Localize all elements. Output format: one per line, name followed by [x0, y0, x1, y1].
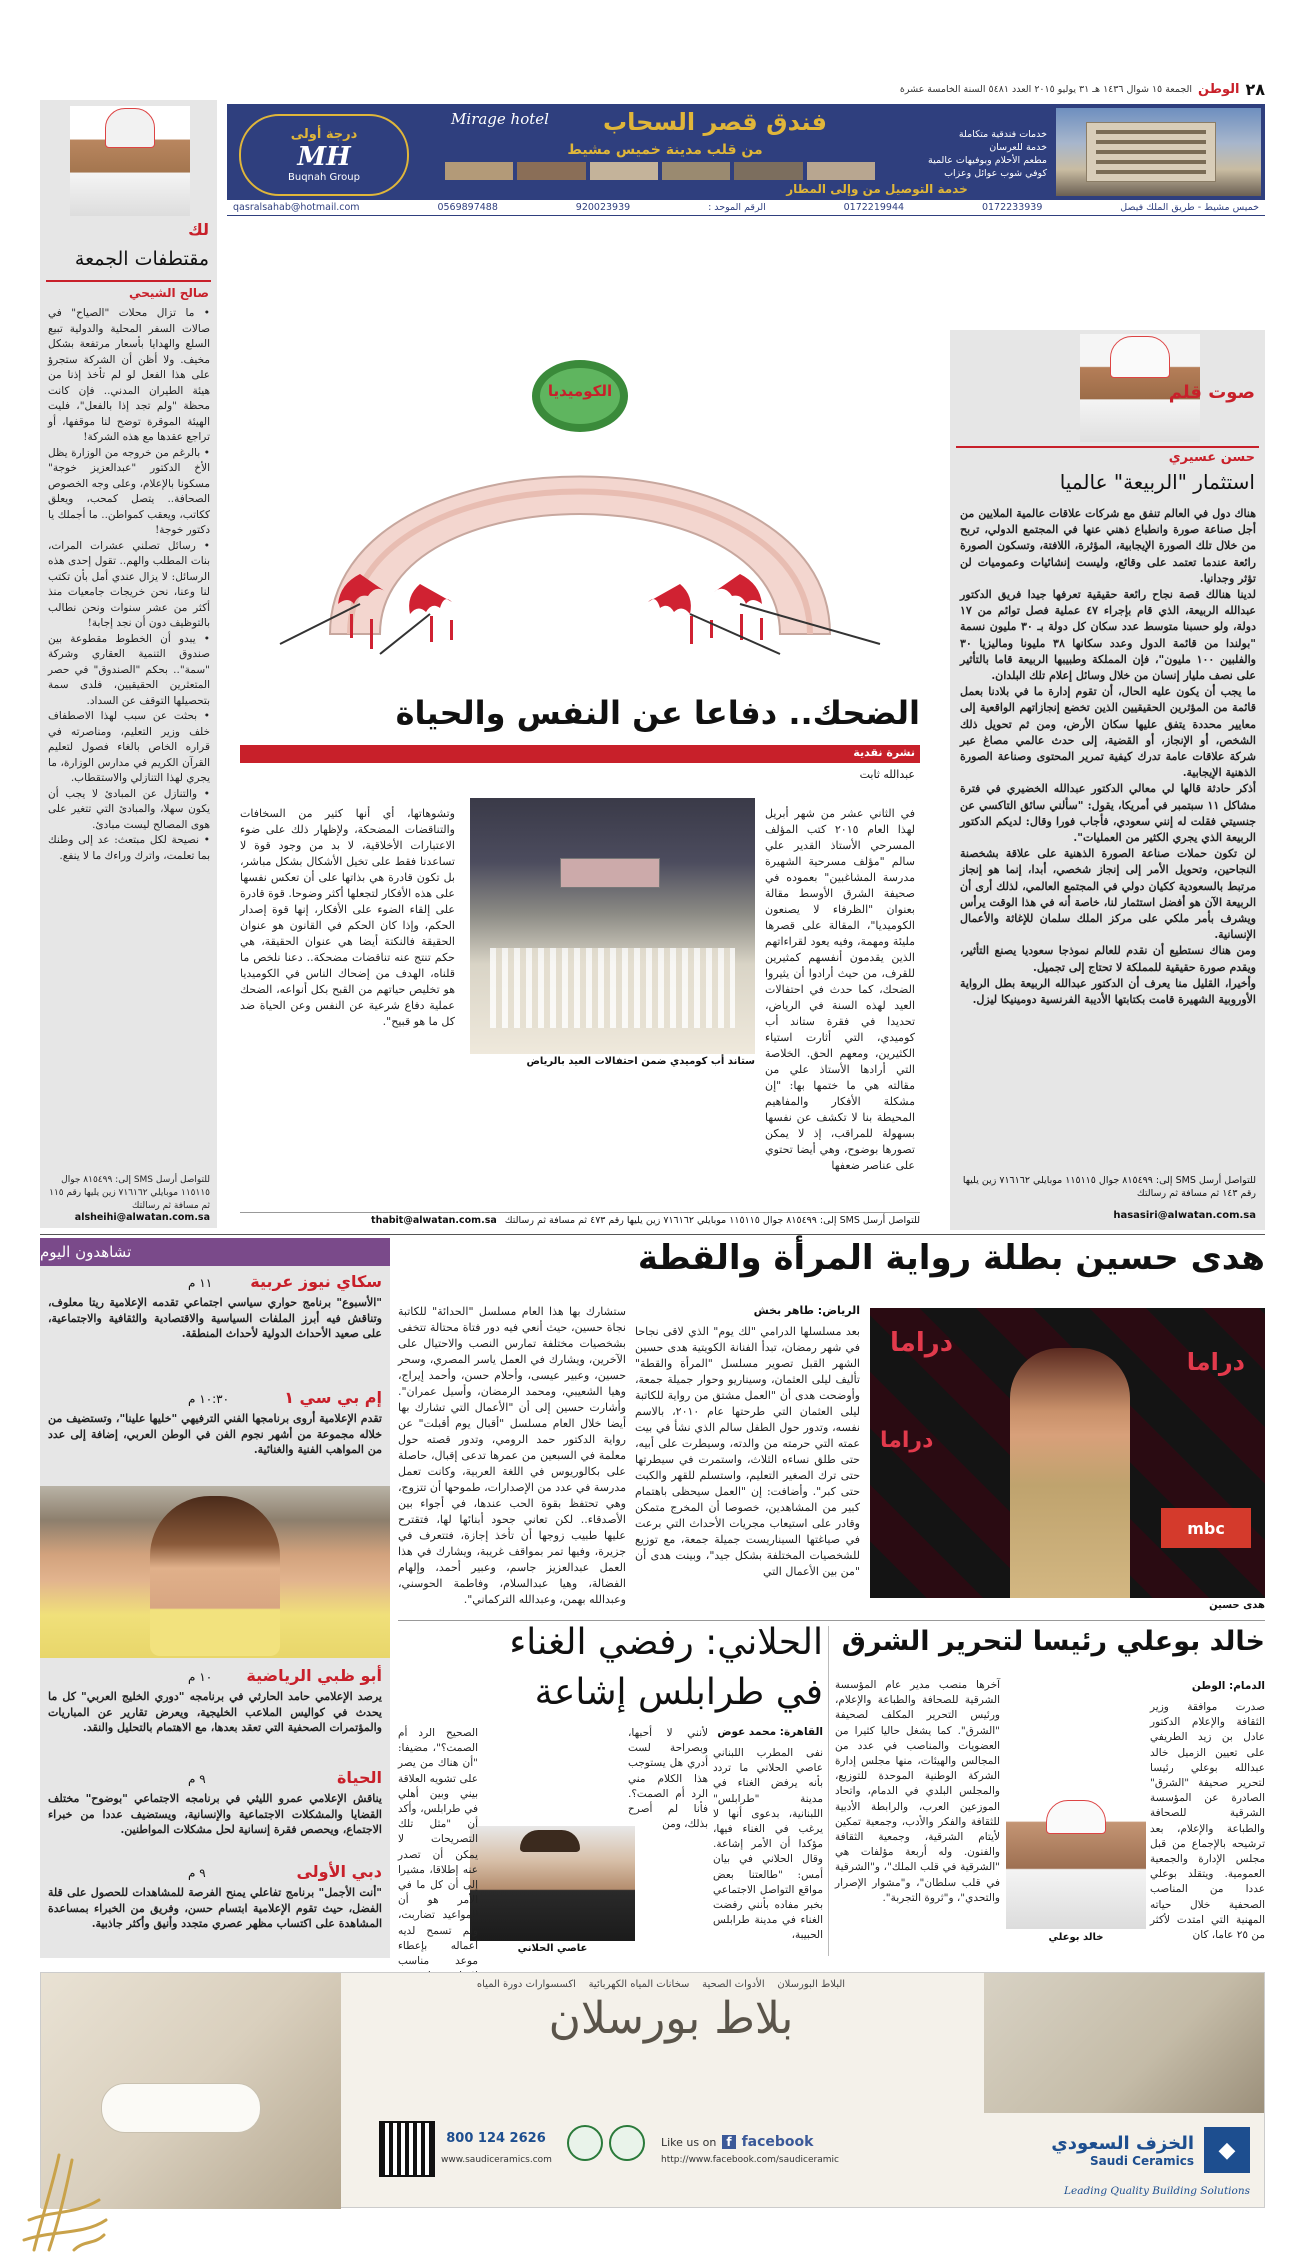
khaled-photo-caption: خالد بوعلي — [1048, 1932, 1104, 1943]
right-paragraph: لدينا هنالك قصة نجاح رائعة حقيقية تعرفها جيدا فريق الدكتور عبدالله الربيعة، الذي قام بإجراء ٤٧ عملية فصل توائم من ١٧ دولة، ولو حسبنا متوسط عدد سكان كل دولة بـ ٣٠ مليون نسمة "بولندا من قائمة الدول وعدد سكانها ٣٨ مليونا وماليزيا ٣٠ والفلبين ١٠٠ مليون"، فإن المملكة وطبيبها الربيعة قاما بالتأثير على نصف مليار إنسان من خلال وسائل إعلام تلك البلدان. — [960, 588, 1256, 683]
right-paragraph: لن تكون حملات صناعة الصورة الذهنية على علاقة بشخصنة النجاحين، وتحويل الأمر إلى إنجاز شخصي، أبدا، إنما هو إنجاز مرتبط بالسعودية ككيان دولي في المجتمع العالمي، لذلك أرى أن الربيعة الآن هو أفضل استثمار لنا، خاصة أنه في هذا الوقت يرأس ويشرف بأمر ملكي على مركز الملك سلمان للإغاثة والأعمال الإنسانية. — [960, 847, 1256, 942]
hotel-logo-mh — [239, 114, 409, 196]
bathroom-photo-2 — [984, 1973, 1264, 2113]
facebook-icon: f — [722, 2135, 735, 2149]
khaled-photo — [1006, 1794, 1146, 1929]
halani-dateline: القاهرة: محمد عوض — [717, 1726, 823, 1738]
hotel-title-en: Mirage hotel — [451, 110, 549, 128]
tv-channel: أبو ظبي الرياضية — [246, 1666, 382, 1685]
khaled-headline: خالد بوعلي رئيسا لتحرير الشرق — [841, 1626, 1265, 1657]
left-paragraph: • رسائل تصلني عشرات المرات، بنات المطلب والهم.. تقول إحدى هذه الرسائل: لا يزال عندي أمل بأن تكتب لنا وعنا، نحن خريجات جامعيات منذ أكثر من عشر سنوات ونحن نطالب بالتوظيف دون أن نجد إجابة! — [48, 539, 210, 629]
bottom-ad[interactable] — [40, 1972, 1265, 2208]
saudi-ceramics-logo — [990, 2123, 1250, 2177]
top-ad-contact-bar — [227, 200, 1265, 216]
masthead-dateline: الجمعة ١٥ شوال ١٤٣٦ هـ ٣١ يوليو ٢٠١٥ العدد ٥٤٨١ السنة الخامسة عشرة — [899, 83, 1193, 95]
left-section-title: مقتطفات الجمعة — [74, 248, 209, 270]
tv-channel: سكاي نيوز عربية — [250, 1272, 382, 1291]
huda-photo-caption: هدى حسين — [1209, 1600, 1265, 1611]
tv-guide — [40, 1238, 390, 1958]
comedy-title: الضحك.. دفاعا عن النفس والحياة — [395, 694, 920, 732]
halani-col3: الصحيح الرد أم الصمت؟"، مضيفا: "أن هناك من يصر على تشويه العلاقة بيني وبين أهلي في طرابلس، وأكد أن "مثل تلك التصريحات لا يمكن أن تصدر عنه إطلاقا، مشيرا إلى أن كل ما في الأمر هو أن المواعيد تضاربت، ولم تسمح لديه أعماله بإعطاء موعد مناسب — [398, 1727, 478, 1968]
khaled-col2: آخرها منصب مدير عام المؤسسة الشرقية للصحافة والطباعة والإعلام، ورئيس التحرير المكلف لصحيفة "الشرق". كما يشغل حاليا كثيرا من العضويات والمناصب في عدد من المجالس والهيئات، منها مجلس إدارة الشركة الوطنية الموحدة للتوزيع، والمجلس البلدي في الدمام، واتحاد الموزعين العرب، والرابطة الأدبية للثقافة والفكر والأدب، وجمعية تمكين لأيتام الشرقية، وجمعية الثقافة والفنون. وله أربعة مؤلفات هي "الشرقية في قلب الملك"، و"الشرقية في قلب سلطان"، و"مشوار الإصرار والتحدي"، و"ثروة التجربة". — [835, 1679, 1000, 1904]
right-contact: للتواصل أرسل SMS إلى: ٨١٥٤٩٩ جوال ١١٥١١٥ موبايلي ٧١٦١٦٢ زين يليها رقم ١٤٣ ثم مسافة ثم رسالتك — [962, 1175, 1256, 1199]
right-paragraph: ما يجب أن يكون عليه الحال، أن تقوم إدارة ما في بلادنا بعمل قائمة من المؤثرين الحقيقيين الذين تخضع إنجازاتهم الواقعية إلى معايير محددة يتفق عليها سكان الأرض، ومن ثم تحويل ذلك الشخص، أو الإنجاز، أو القضية، إلى حدث عالمي مصاغ عبر شركة علاقات عامة تدرك كيفية تمرير المحتوى وصناعة الصورة الذهنية الإيجابية. — [960, 685, 1256, 780]
halani-headline-2: في طرابلس إشاعة — [534, 1672, 823, 1713]
huda-dateline: الرياض: طاهر بخش — [753, 1304, 860, 1317]
left-paragraph: • نصيحة لكل مبتعث: عد إلى وطنك بما تعلمت، واترك وراءك ما لا ينفع. — [48, 834, 210, 862]
feature-item: خدمة للعرسان — [989, 142, 1047, 153]
mbc-logo: mbc — [1161, 1508, 1251, 1548]
right-divider — [956, 446, 1259, 448]
right-paragraph: وأخيرا، القليل منا يعرف أن الدكتور عبدالله الربيعة بطل الرواية الأوروبية الشهيرة قامت بكتابتها الأديبة الفرنسية دومينيكا ليزل. — [960, 976, 1256, 1007]
tv-time: ٩ م — [188, 1866, 206, 1880]
slogan: Leading Quality Building Solutions — [1064, 2185, 1250, 2197]
ad-phone-1[interactable]: 0172233939 — [981, 202, 1043, 213]
facebook-url[interactable]: http://www.facebook.com/saudiceramic — [661, 2155, 839, 2165]
tv-description: يناقش الإعلامي عمرو الليثي في برنامجه الاجتماعي "بوضوح" مختلف القضايا والمشكلات الاجتماعية والإنسانية، ويستضيف عددا من خبراء الاجتماع، ويحصص فقرة إنسانية لحل مشكلات المواطنين. — [48, 1792, 382, 1836]
cartoon-label: الكوميديا — [547, 382, 613, 400]
facebook-block[interactable] — [661, 2131, 881, 2153]
left-paragraph: • بالرغم من خروجه من الوزارة يظل الأخ الدكتور "عبدالعزيز خوجة" مسكونا بالإعلام، وعلى وجه الخصوص الصحافة.. يتصل كمحب، ويعلق ككاتب، ويعقب كمواطن.. ما أجملك يا دكتور خوجة! — [48, 446, 210, 536]
tv-guide-title: تشاهدون اليوم — [40, 1243, 132, 1261]
group-name: Buqnah Group — [288, 172, 360, 183]
feature-item: خدمات فندقية متكاملة — [958, 129, 1047, 140]
left-column — [40, 100, 217, 1228]
comedy-label-bar — [240, 745, 920, 763]
tv-description: يرصد الإعلامي حامد الحارثي في برنامجه "دوري الخليج العربي" كل ما يحدث في كواليس الملاعب الخليجية، ويعرض تقارير عن المباريات والمؤتمرات الصحفية التي تعقد بعدها، مع الاهتمام بالتحليل والنقد. — [48, 1690, 382, 1734]
ad-phone-2[interactable]: 0172219944 — [843, 202, 905, 213]
tv-item[interactable] — [48, 1666, 382, 1736]
comedy-col1: في الثاني عشر من شهر أبريل لهذا العام ٢٠١٥ كتب المؤلف المسرحي الأستاذ القدير علي سالم "مؤلف مسرحية الشهيرة مدرسة المشاغبين" بعموده في صحيفة الشرق الأوسط مقالة بعنوان "الظرفاء لا يصنعون الكوميديا"، المقالة على قصرها مليئة ومهمة، وفيه يعود لقراءاتهم الذين يقدمون أنفسهم كمثيرين للقرف، من حيث أرادوا أن يثيروا الضحك، كما حدث في احتفالات العيد لهذه السنة في الرياض، تحديدا في فقرة ستاند أب كوميدي، التي أثارت استياء الكثيرين، ومعهم الحق. الخلاصة التي أرادها الأستاذ علي من مقالته هي ما ختمها بها: "إن مشكلة الأفكار والمفاهيم المحيطة بنا لا تكشف عن نفسها بسهولة للمراقب، إذ لا يمكن تصورها بوضوح، وهي أيضا تحتوي على عناصر ضعفها — [765, 807, 915, 1172]
facebook-wordmark: facebook — [741, 2134, 814, 2150]
left-paragraph: • يبدو أن الخطوط مقطوعة بين صندوق التنمية العقاري وشركة "سمة".. بحكم "الصندوق" في حصر المتعثرين الحقيقيين، فلدى سمة بتحصيلها التوقف عن السداد. — [48, 632, 210, 707]
comedy-contact-bar — [240, 1212, 920, 1228]
ad-unified-label: الرقم الموحد : — [708, 202, 766, 213]
masthead — [860, 80, 1265, 98]
tv-time: ١١ م — [188, 1276, 213, 1290]
ad-unified[interactable]: 920023939 — [575, 202, 631, 213]
tv-description: تقدم الإعلامية أروى برنامجها الفني الترفيهي "خليها علينا"، وتستضيف من خلاله مجموعة من أشهر نجوم الفن في الوطن العربي، إضافة إلى عدد من المواهب الفنية والغنائية. — [48, 1412, 382, 1456]
comedy-label: نشرة نقدية — [853, 746, 915, 759]
right-column — [950, 330, 1265, 1230]
tv-presenter-photo — [40, 1486, 390, 1658]
feature-item: مطعم الأحلام وبوفيهات عالمية — [927, 155, 1047, 166]
phone-number[interactable]: 800 124 2626 — [446, 2131, 546, 2146]
tv-time: ١٠:٣٠ م — [188, 1392, 230, 1406]
room-photos — [445, 162, 875, 180]
feature-item: كوفي شوب عوائل وعزاب — [944, 168, 1047, 179]
ad-email[interactable]: qasralsahab@hotmail.com — [233, 202, 360, 213]
website[interactable]: www.saudiceramics.com — [441, 2155, 552, 2165]
ad-location: خميس مشيط - طريق الملك فيصل — [1120, 202, 1259, 213]
left-lak-label: لك — [188, 220, 209, 239]
ad-mobile[interactable]: 0569897488 — [437, 202, 498, 213]
sc-logo-icon: ◆ — [1204, 2127, 1250, 2173]
calligraphy-svg — [14, 2150, 114, 2260]
khaled-dateline: الدمام: الوطن — [1191, 1680, 1265, 1692]
halani-photo-caption: عاصي الحلاني — [517, 1943, 588, 1954]
event-photo-caption: ستاند أب كوميدي ضمن احتفالات العيد بالرياض — [526, 1056, 755, 1067]
top-ad-banner[interactable] — [227, 104, 1265, 200]
comedy-col2: وتشوهاتها، أي أنها كثير من السخافات والتناقضات المضحكة، ولإظهار ذلك على ضوء الاعتبارات الأخلاقية، لا بد من وجود قوة لا تساعدنا فقط على تخيل الأشكال بشكل مباشر، بل تكون قادرة هي بذاتها على أن تعكس نفسها على هذه الأفكار لتجعلها أكثر وضوحا. قوة قادرة على إلقاء الضوء على الأفكار، إنها قوة إصدار الحكم، وإذا كان الحكم في القانون هو عنوان الحقيقة فالنكتة أيضا هي عنوان الحقيقة، هي حكم تنتج عنه تناقضات مضحكة.. دعنا نلخص ما قلناه، الهدف من إضحاك الناس في الكوميديا هو تخليص حياتهم من القبح بكل أنواعه، الضحك عملية دفاع شرعية عن النفس وعن الحياة ضد كل ما هو قبيح". — [240, 807, 455, 1028]
masthead-logo: الوطن — [1198, 81, 1240, 97]
right-body — [960, 506, 1256, 1168]
hotel-photo — [1056, 108, 1261, 196]
tv-description: "أنت الأجمل" برنامج تفاعلي يمنح الفرصة للمشاهدات للحصول على قلة الفضل، حيث تقوم الإعلامية ابتسام حسن، وفريق من الخبراء بمساعدة المشاهدة على اكتساب مظهر عصري متجدد وأنيق وأكثر جاذبية. — [48, 1886, 382, 1930]
tv-item[interactable] — [48, 1272, 382, 1342]
left-paragraph: • والتنازل عن المبادئ لا يجب أن يكون سهلا، والمبادئ التي تتغير على هوى المصالح ليست مبادئ. — [48, 787, 210, 831]
section-separator — [40, 1234, 1265, 1235]
facebook-like-label: Like us on — [661, 2135, 717, 2149]
tv-channel: إم بي سي ١ — [284, 1388, 382, 1407]
halani-headline-1: الحلاني: رفضي الغناء — [509, 1622, 823, 1663]
halani-col2: لأنني لا أحبها، وبصراحة لست أدري هل يستوجب هذا الكلام مني الرد أم الصمت؟. فأنا لم أصرح بذلك، ومن — [628, 1727, 708, 1831]
drama-backdrop: دراما — [880, 1428, 934, 1453]
comedy-email[interactable]: thabit@alwatan.com.sa — [371, 1215, 497, 1226]
calligraphy-ornament — [14, 2150, 114, 2260]
brand-title: بلاط بورسلان — [548, 1993, 794, 2044]
left-paragraph: • بحثت عن سبب لهذا الاصطفاف خلف وزير التعليم، ومناصرته في قراره الخاص بالغاء فصول لتعليم القرآن الكريم في مدارس الوزارة، ما يجري لهذا التنازلي والاستقطاب. — [48, 710, 210, 784]
tv-item[interactable] — [48, 1862, 382, 1932]
tv-guide-header — [40, 1238, 390, 1266]
quality-badges — [561, 2125, 651, 2165]
right-paragraph: هناك دول في العالم تنفق مع شركات علاقات عالمية الملايين من أجل صناعة صورة وانطباع ذهني عنها في المجتمع الدولي، تربح من خلال تلك الصورة الإيجابية، المؤثرة، اللافتة، وتسكون الصورة رائعة عندما تعتمد على وقائع، وليست إنشائيات وعموميات لن تؤثر وجدانيا. — [960, 507, 1256, 585]
event-photo — [470, 798, 755, 1054]
cartoon-illustration — [240, 334, 920, 684]
right-author-name: حسن عسيري — [1168, 450, 1255, 465]
hotel-title: فندق قصر السحاب — [603, 108, 827, 136]
tv-description: "الأسبوع" برنامج حواري سياسي اجتماعي تقدمه الإعلامية ريتا معلوف، وتناقش فيه أبرز الملفات السياسية والاقتصادية والثقافية والاجتماعية، على صعيد الأحداث الدولية لأحداث المنطقة. — [48, 1296, 382, 1340]
khaled-halani-divider — [828, 1626, 829, 1956]
tv-channel: دبي الأولى — [296, 1862, 382, 1881]
company-name-en: Saudi Ceramics — [1090, 2153, 1194, 2168]
right-paragraph: ومن هناك نستطيع أن نقدم للعالم نموذجا سعوديا يصنع التأثير، ويقدم صورة حقيقية للمملكة لا تحتاج إلى تجميل. — [960, 944, 1256, 974]
huda-photo — [870, 1308, 1265, 1598]
airport-transport: خدمة التوصيل من وإلى المطار — [786, 182, 968, 196]
left-contact: للتواصل أرسل SMS إلى: ٨١٥٤٩٩ جوال ١١٥١١٥ موبايلي ٧١٦١٦٢ زين يليها رقم ١١٥ ثم مسافة ثم رسالتك — [49, 1175, 210, 1211]
halani-col1: نفى المطرب اللبناني عاصي الحلاني ما تردد بأنه يرفض الغناء في مدينة "طرابلس" اللبنانية، بدعوى أنها لا يرغب في الغناء فيها، مؤكدا أن الأمر إشاعة. وقال الحلاني في بيان أمس: "طالعتنا بعض مواقع التواصل الاجتماعي بخبر مفاده بأنني رفضت الغناء في مدينة طرابلس الحبيبة، — [713, 1747, 823, 1942]
drama-backdrop: دراما — [890, 1328, 954, 1358]
halani-photo — [470, 1826, 635, 1941]
left-paragraph: • ما تزال محلات "الصياح" في صالات السفر المحلية والدولية تبيع السلع والهدايا بأسعار مرتفعة بشكل مخيف. ولا أظن أن الشركة ستجرؤ على هذا الفعل لو لم تأخذ إذنا من هيئة الطيران المدني.. فإن كانت محظة "ولم تجد إذا بالفعل"، فليت الهيئة الموقرة توضح لنا موقفها، أو تراجع عقدها مع هذه الشركة! — [48, 307, 210, 443]
right-email[interactable]: hasasiri@alwatan.com.sa — [1113, 1210, 1256, 1221]
left-body — [48, 306, 210, 1166]
hotel-tagline: من قلب مدينة خميس مشيط — [567, 142, 763, 158]
huda-headline: هدى حسين بطلة رواية المرأة والقطة — [637, 1238, 1265, 1278]
khaled-col1: صدرت موافقة وزير الثقافة والإعلام الدكتور عادل بن زيد الطريفي على تعيين الزميل خالد عبدالله بوعلي رئيسا لتحرير صحيفة "الشرق" الصادرة عن المؤسسة الشرقية للصحافة والطباعة والإعلام، بعد ترشيحه بالإجماع من قبل مجلس الإدارة والجمعية العمومية. ويتقلد بوعلي عددا من المناصب الصحفية خلال حياته المهنية التي امتدت لأكثر من ٢٥ عاما، كان — [1150, 1701, 1265, 1942]
right-kicker: صوت قلم — [1168, 382, 1255, 403]
tv-channel: الحياة — [336, 1768, 382, 1787]
product-categories: البلاط البورسلان الأدوات الصحية سخانات المياه الكهربائية اكسسوارات دورة المياه — [476, 1979, 846, 1990]
left-divider — [46, 280, 211, 282]
left-author-name: صالح الشيحي — [129, 286, 209, 300]
tv-item[interactable] — [48, 1388, 382, 1458]
page-number: ٢٨ — [1245, 79, 1265, 99]
tv-item[interactable] — [48, 1768, 382, 1838]
tv-time: ٩ م — [188, 1772, 206, 1786]
drama-backdrop: دراما — [1186, 1348, 1245, 1376]
huda-col2: ستشارك بها هذا العام مسلسل "الحدائة" للكاتبة نجاة حسين، حيث أنعي فيه دور فتاة محتالة تتخفى بشخصيات مختلفة تمارس النصب والاحتيال على الآخرين، ويشارك في العمل ياسر المصري، وسحر حسين، وعبير عيسى، وأحلام حسن، وأحمد إيراج، وهيا الشعيبي، ومحمد الرمضان، وأسيل عمران". وأشارت حسين إلى أن "الأعمال التي تشارك بها أيضا خلال العام مسلسل "أقبال يوم أقبلت" عن رواية الدكتور حمد الرومي، وتدور قصته حول معلمة في السبعين من عمرها تدعى إقبال، حاصلة على بكالوريوس في اللغة العربية، وكانت تعمل مدرسة في عدد من الإصدارات، طموحها أن تتزوج، وهي تحتفظ بقوة الحب عندها، في أجواء بين الأصدقاء.. لكن تعاني جحود أبنائها لها، فتقترح عليها طبيب زوجها أن تأخذ إجازة، فتتعرف في جزيرة، وفيها تمر بمواقف غريبة، ويشارك في هذا العمل عبدالعزيز جاسم، وعبير أحمد، وإلهام الفضالة، وهيا عبدالسلام، وفاطمة الحوسني، وعبدالله بهمن، وعبدالله التركماني". — [398, 1305, 626, 1606]
mh-monogram: MH — [297, 142, 351, 172]
tv-time: ١٠ م — [188, 1670, 213, 1684]
right-title: استثمار "الربيعة" عالميا — [1059, 470, 1255, 494]
qr-code[interactable] — [381, 2123, 433, 2175]
company-name-ar: الخزف السعودي — [1051, 2132, 1194, 2154]
grade-label: درجة أولى — [290, 127, 358, 142]
hotel-features — [887, 128, 1047, 180]
left-email[interactable]: alsheihi@alwatan.com.sa — [74, 1212, 210, 1223]
woman-figure — [1010, 1348, 1130, 1598]
right-paragraph: أذكر حادثة قالها لي معالي الدكتور عبدالله الخضيري في فترة مشاكل ١١ سبتمبر في أمريكا، يقول: "سألني سائق التاكسي عن جنسيتي فقلت له إنني سعودي، فأجاب فورا وقال: لديكم الدكتور الربيعة الذي يجري الكثير من العمليات". — [960, 782, 1256, 845]
comedy-contact: للتواصل أرسل SMS إلى: ٨١٥٤٩٩ جوال ١١٥١١٥ موبايلي ٧١٦١٦٢ زين يليها رقم ٤٧٣ ثم مسافة ثم رسالتك — [504, 1215, 920, 1226]
left-author-photo — [70, 106, 190, 216]
huda-col1: بعد مسلسلها الدرامي "لك يوم" الذي لاقى نجاحا في شهر رمضان، تبدأ الفنانة الكويتية هدى حسين الشهر القبل تصوير مسلسل "المرأة والقطة" تأليف ليلى العثمان، وسيناريو وحوار جميلة جمعة، وأوضحت هدى أن "العمل مشتق من رواية للكاتبة ليلى العثمان التي طرحتها عام ٢٠١٠، بالاسم نفسه، وتدور حول الطفل سالم الذي نشأ في بيت عمته التي حرمته من والدته، وسيطرت على أبيه، حتى طلق نساءه الثلاث، واستمرت في سيطرتها حتى ترك الصغير التعليم، واستسلم للقهر والكبت حتى كبر". وأضافت: إن "العمل سيحظى باهتمام كبير من المشاهدين، خصوصا أن المخرج متمكن وقادر على استيعاب مجريات الأحداث التي برعت في صياغتها السيناريست جميلة جمعة، مع توزيع للشخصيات المختلفة بشكل جيد"، وبينت هدى أن "من بين الأعمال التي — [635, 1325, 860, 1578]
comedy-author: عبدالله ثابت — [859, 768, 915, 781]
huda-bottom-line — [398, 1620, 1265, 1621]
